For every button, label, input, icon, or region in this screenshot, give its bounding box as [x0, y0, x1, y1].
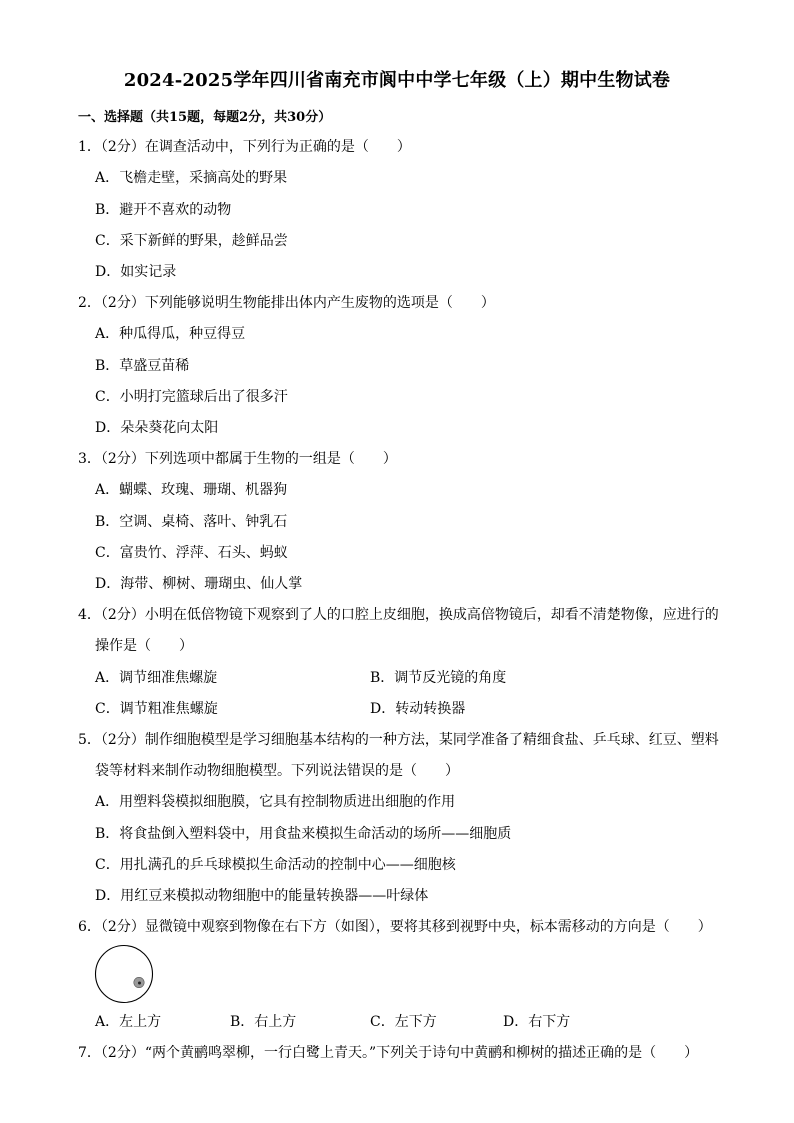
question-4-stem: 4．（2分）小明在低倍物镜下观察到了人的口腔上皮细胞，换成高倍物镜后，却看不清楚物像，应进行的: [78, 607, 719, 623]
q2-option-b[interactable]: B．草盛豆苗稀: [95, 358, 190, 374]
question-5-stem-cont: 袋等材料来制作动物细胞模型。下列说法错误的是（ ）: [95, 763, 459, 779]
q3-option-a[interactable]: A．蝴蝶、玫瑰、珊瑚、机器狗: [95, 482, 288, 498]
microscope-field-figure: [94, 944, 154, 1004]
specimen-core-dot: [138, 982, 141, 985]
q4-option-d[interactable]: D．转动转换器: [370, 701, 466, 717]
q5-option-c[interactable]: C．用扎满孔的乒乓球模拟生命活动的控制中心——细胞核: [95, 857, 456, 873]
q6-option-b[interactable]: B．右上方: [230, 1014, 297, 1030]
q4-option-a[interactable]: A．调节细准焦螺旋: [95, 670, 218, 686]
q3-option-d[interactable]: D．海带、柳树、珊瑚虫、仙人掌: [95, 576, 303, 592]
q3-option-c[interactable]: C．富贵竹、浮萍、石头、蚂蚁: [95, 545, 288, 561]
q1-option-d[interactable]: D．如实记录: [95, 264, 177, 280]
q6-option-a[interactable]: A．左上方: [95, 1014, 162, 1030]
q5-option-a[interactable]: A．用塑料袋模拟细胞膜，它具有控制物质进出细胞的作用: [95, 794, 456, 810]
question-7-stem: 7．（2分）“两个黄鹂鸣翠柳，一行白鹭上青天。”下列关于诗句中黄鹂和柳树的描述正确的是（ ）: [78, 1045, 699, 1061]
q5-option-d[interactable]: D．用红豆来模拟动物细胞中的能量转换器——叶绿体: [95, 888, 429, 904]
field-of-view-circle: [96, 946, 153, 1003]
question-3-stem: 3．（2分）下列选项中都属于生物的一组是（ ）: [78, 451, 397, 467]
q2-option-a[interactable]: A．种瓜得瓜，种豆得豆: [95, 326, 246, 342]
question-6-stem: 6．（2分）显微镜中观察到物像在右下方（如图），要将其移到视野中央，标本需移动的方向是（ ）: [78, 919, 712, 935]
q1-option-b[interactable]: B．避开不喜欢的动物: [95, 202, 232, 218]
question-4-stem-cont: 操作是（ ）: [95, 638, 193, 654]
q5-option-b[interactable]: B．将食盐倒入塑料袋中，用食盐来模拟生命活动的场所——细胞质: [95, 826, 512, 842]
exam-title: 2024-2025学年四川省南充市阆中中学七年级（上）期中生物试卷: [123, 70, 671, 91]
question-1-stem: 1．（2分）在调查活动中，下列行为正确的是（ ）: [78, 139, 411, 155]
q1-option-a[interactable]: A．飞檐走壁，采摘高处的野果: [95, 170, 288, 186]
q4-option-b[interactable]: B．调节反光镜的角度: [370, 670, 507, 686]
q4-option-c[interactable]: C．调节粗准焦螺旋: [95, 701, 218, 717]
question-2-stem: 2．（2分）下列能够说明生物能排出体内产生废物的选项是（ ）: [78, 295, 495, 311]
question-5-stem: 5．（2分）制作细胞模型是学习细胞基本结构的一种方法，某同学准备了精细食盐、乒乓球、红豆、塑料: [78, 732, 719, 748]
q6-option-c[interactable]: C．左下方: [370, 1014, 437, 1030]
q2-option-c[interactable]: C．小明打完篮球后出了很多汗: [95, 389, 288, 405]
q2-option-d[interactable]: D．朵朵葵花向太阳: [95, 420, 219, 436]
q1-option-c[interactable]: C．采下新鲜的野果，趁鲜品尝: [95, 233, 288, 249]
q3-option-b[interactable]: B．空调、桌椅、落叶、钟乳石: [95, 514, 288, 530]
q6-option-d[interactable]: D．右下方: [503, 1014, 571, 1030]
section-heading: 一、选择题（共15题，每题2分，共30分）: [78, 110, 332, 125]
